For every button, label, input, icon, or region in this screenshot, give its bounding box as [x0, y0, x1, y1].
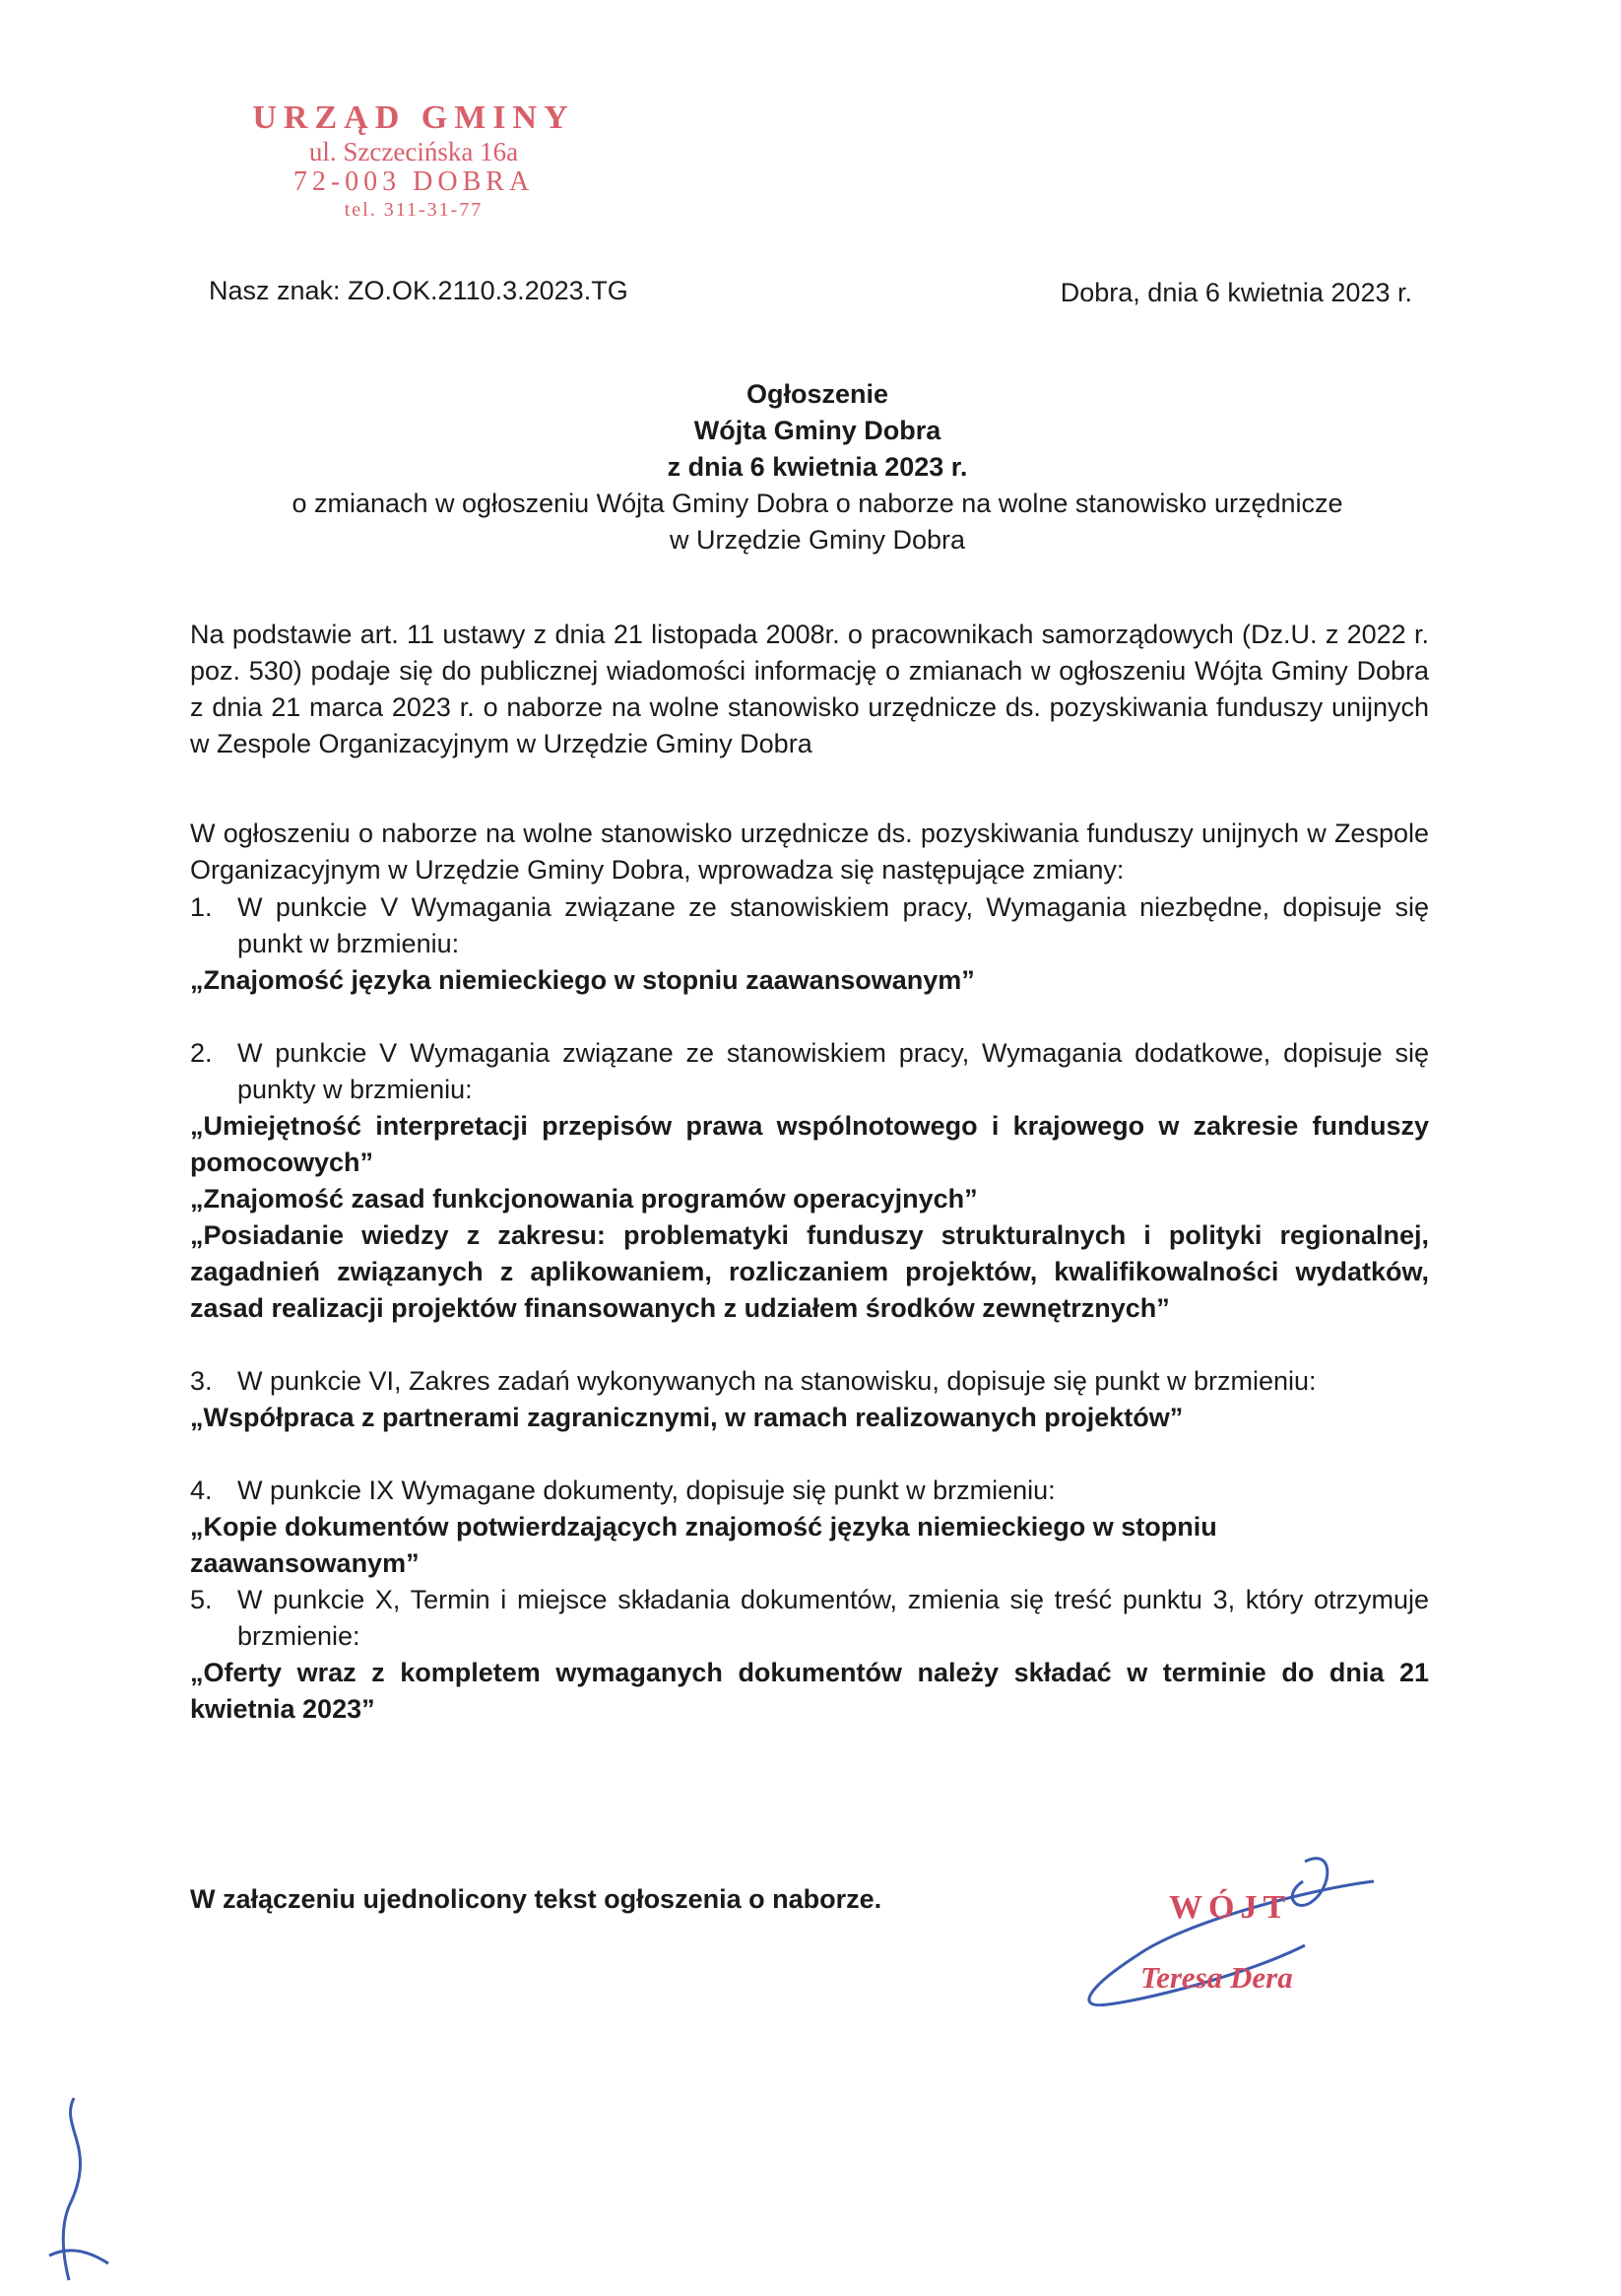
- document-title: [246, 376, 1389, 558]
- changes-intro: W ogłoszeniu o naborze na wolne stanowisko urzędnicze ds. pozyskiwania funduszy unijnych w Zespole Organizacyjnym w Urzędzie Gminy Dobra, wprowadza się następujące zmiany:: [190, 819, 1429, 885]
- item-text: W punkcie IX Wymagane dokumenty, dopisuje się punkt w brzmieniu:: [237, 1476, 1056, 1505]
- item-number: 4.: [190, 1476, 213, 1505]
- item-4-quote: „Kopie dokumentów potwierdzających znajomość języka niemieckiego w stopniu zaawansowanym”: [190, 1512, 1217, 1578]
- stamp-line-2: ul. Szczecińska 16a: [308, 137, 519, 166]
- item-text: W punkcie V Wymagania związane ze stanowiskiem pracy, Wymagania niezbędne, dopisuje się punkt w brzmieniu:: [237, 892, 1429, 958]
- item-text: W punkcie X, Termin i miejsce składania dokumentów, zmienia się treść punktu 3, który otrzymuje brzmienie:: [237, 1585, 1429, 1651]
- reference-number: Nasz znak: ZO.OK.2110.3.2023.TG: [209, 276, 628, 305]
- change-item-3: [190, 1363, 1429, 1400]
- intro-paragraph: Na podstawie art. 11 ustawy z dnia 21 listopada 2008r. o pracownikach samorządowych (Dz.U. z 2022 r. poz. 530) podaje się do publicznej wiadomości informację o zmianach w ogłoszeniu Wójta Gminy Dobra z dnia 21 marca 2023 r. o naborze na wolne stanowisko urzędnicze ds. pozyskiwania funduszy unijnych w Zespole Organizacyjnym w Urzędzie Gminy Dobra: [190, 620, 1429, 758]
- stamp-line-4: tel. 311-31-77: [344, 199, 484, 221]
- change-item-2: [190, 1035, 1429, 1108]
- signature-name: Teresa Dera: [1140, 1960, 1293, 1995]
- title-line-4: o zmianach w ogłoszeniu Wójta Gminy Dobra o naborze na wolne stanowisko urzędnicze: [292, 489, 1343, 518]
- item-3-quote: „Współpraca z partnerami zagranicznymi, w ramach realizowanych projektów”: [190, 1403, 1184, 1432]
- title-line-5: w Urzędzie Gminy Dobra: [669, 525, 966, 555]
- item-number: 1.: [190, 892, 213, 922]
- office-stamp: [246, 101, 581, 220]
- document-date: Dobra, dnia 6 kwietnia 2023 r.: [1060, 278, 1412, 307]
- title-line-3: z dnia 6 kwietnia 2023 r.: [667, 452, 968, 482]
- stamp-line-3: 72-003 DOBRA: [292, 166, 535, 197]
- item-number: 2.: [190, 1038, 213, 1068]
- stamp-line-1: URZĄD GMINY: [252, 99, 575, 136]
- change-item-5: [190, 1582, 1429, 1655]
- attachment-note: W załączeniu ujednolicony tekst ogłoszenia o naborze.: [190, 1884, 882, 1914]
- item-text: W punkcie V Wymagania związane ze stanowiskiem pracy, Wymagania dodatkowe, dopisuje się punkty w brzmieniu:: [237, 1038, 1429, 1104]
- item-number: 3.: [190, 1366, 213, 1396]
- margin-initials: [30, 2088, 118, 2285]
- item-2-quote-3: „Posiadanie wiedzy z zakresu: problematyki funduszy strukturalnych i polityki regionalnej, zagadnień związanych z aplikowaniem, rozliczaniem projektów, kwalifikowalności wydatków, zasad realizacji projektów finansowanych z udziałem środków zewnętrznych”: [190, 1220, 1429, 1323]
- item-number: 5.: [190, 1585, 213, 1614]
- change-item-4: [190, 1473, 1429, 1509]
- item-2-quote-1: „Umiejętność interpretacji przepisów prawa wspólnotowego i krajowego w zakresie funduszy pomocowych”: [190, 1111, 1429, 1177]
- change-item-1: [190, 889, 1429, 962]
- item-5-quote: „Oferty wraz z kompletem wymaganych dokumentów należy składać w terminie do dnia 21 kwietnia 2023”: [190, 1658, 1429, 1724]
- item-1-quote: „Znajomość języka niemieckiego w stopniu zaawansowanym”: [190, 965, 975, 995]
- title-line-1: Ogłoszenie: [746, 379, 889, 409]
- item-text: W punkcie VI, Zakres zadań wykonywanych na stanowisku, dopisuje się punkt w brzmieniu:: [237, 1366, 1317, 1396]
- signature-title: WÓJT: [1169, 1889, 1292, 1926]
- title-line-2: Wójta Gminy Dobra: [693, 416, 941, 445]
- item-2-quote-2: „Znajomość zasad funkcjonowania programów operacyjnych”: [190, 1184, 978, 1214]
